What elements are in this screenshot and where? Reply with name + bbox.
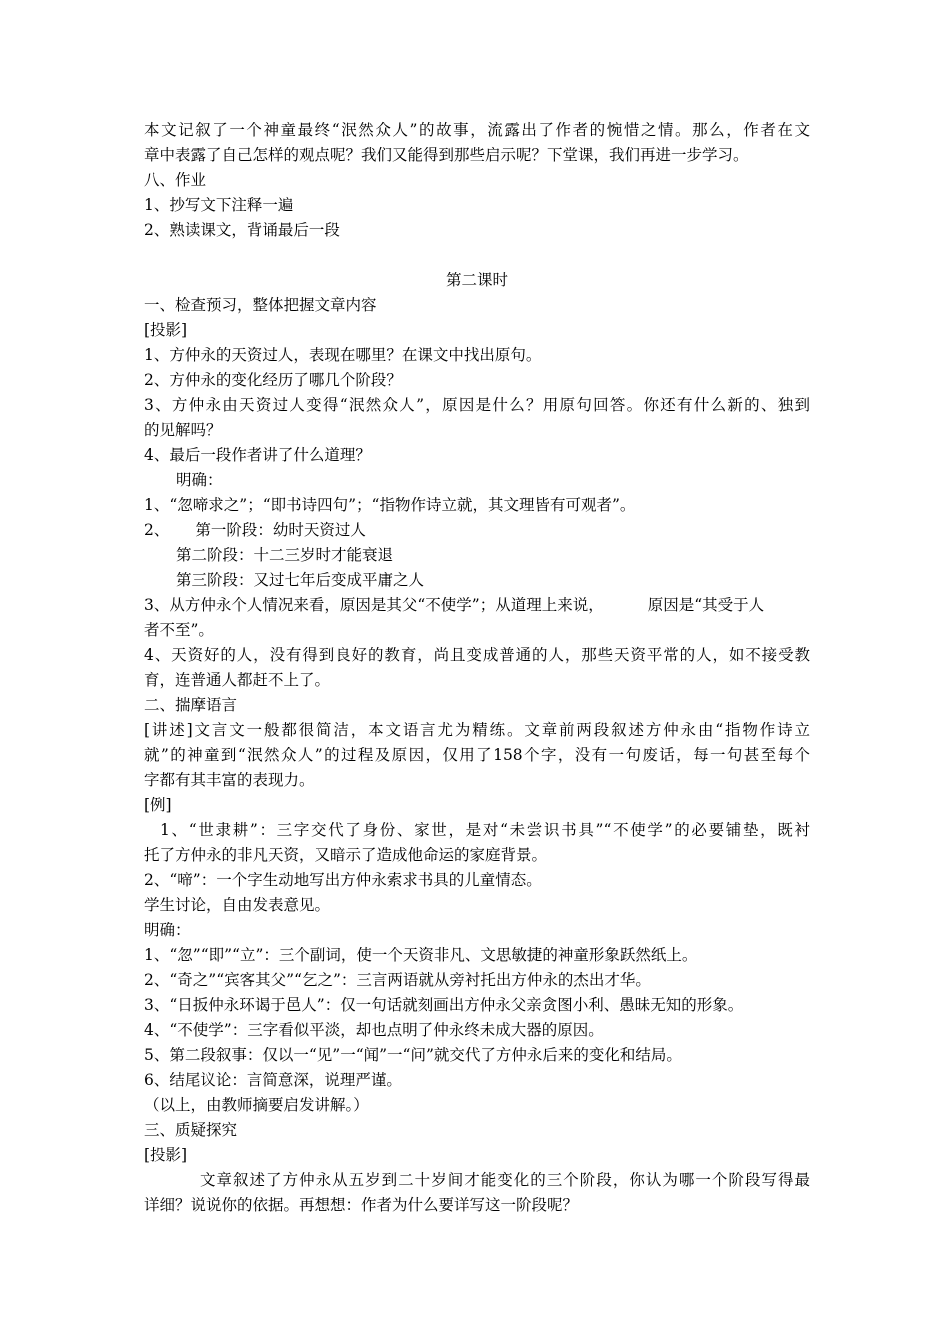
section2-clarify-2: 2、“奇之”“宾客其父”“乞之”：三言两语就从旁衬托出方仲永的杰出才华。 (144, 971, 651, 989)
answer-3-part-1: 3、从方仲永个人情况来看，原因是其父“不使学”；从道理上来说， (144, 596, 604, 614)
answer-2-stage-1-text: 第一阶段：幼时天资过人 (195, 521, 366, 539)
section3-projection-tag: [投影] (144, 1146, 188, 1164)
homework-item-2: 2、熟读课文，背诵最后一段 (144, 221, 340, 239)
section2-lecture-line-3: 字都有其丰富的表现力。 (144, 771, 315, 789)
section2-example-1-line-1: 1、“世隶耕”：三字交代了身份、家世，是对“未尝识书具”“不使学”的必要铺垫，既衬 (160, 821, 810, 839)
section2-lecture-line-2: 就”的神童到“泯然众人”的过程及原因，仅用了158个字，没有一句废话，每一句甚至每个 (144, 746, 810, 764)
section2-example-1-line-2: 托了方仲永的非凡天资，又暗示了造成他命运的家庭背景。 (144, 846, 548, 864)
section1-answer-4-line-2: 育，连普通人都赶不上了。 (144, 671, 331, 689)
section1-question-3-line-1: 3、方仲永由天资过人变得“泯然众人”，原因是什么？用原句回答。你还有什么新的、独到 (144, 396, 810, 414)
section1-question-1: 1、方仲永的天资过人，表现在哪里？在课文中找出原句。 (144, 346, 542, 364)
section1-heading: 一、检查预习，整体把握文章内容 (144, 296, 377, 314)
document-page (144, 118, 810, 1218)
homework-heading: 八、作业 (144, 171, 207, 189)
section2-clarify-label: 明确： (144, 921, 191, 939)
section2-lecture-line-1: [讲述]文言文一般都很简洁，本文语言尤为精练。文章前两段叙述方仲永由“指物作诗立 (144, 721, 810, 739)
section3-heading: 三、质疑探究 (144, 1121, 238, 1139)
section1-answer-3-line-2: 者不至”。 (144, 621, 214, 639)
section1-question-4: 4、最后一段作者讲了什么道理？ (144, 446, 371, 464)
section2-clarify-3: 3、“日扳仲永环谒于邑人”：仅一句话就刻画出方仲永父亲贪图小利、愚昧无知的形象。 (144, 996, 744, 1014)
answer-3-part-2: 原因是“其受于人 (647, 596, 765, 614)
section2-note: （以上，由教师摘要启发讲解。） (144, 1096, 369, 1114)
section2-clarify-5: 5、第二段叙事：仅以一“见”一“闻”一“问”就交代了方仲永后来的变化和结局。 (144, 1046, 682, 1064)
section1-answer-2-stage-2: 第二阶段：十二三岁时才能衰退 (176, 546, 394, 564)
section3-prompt-line-1: 文章叙述了方仲永从五岁到二十岁间才能变化的三个阶段，你认为哪一个阶段写得最 (200, 1171, 810, 1189)
section1-question-2: 2、方仲永的变化经历了哪几个阶段？ (144, 371, 402, 389)
section2-clarify-4: 4、“不使学”：三字看似平淡，却也点明了仲永终未成大器的原因。 (144, 1021, 604, 1039)
section1-answer-3-line-1 (144, 593, 810, 618)
section2-example-2: 2、“啼”：一个字生动地写出方仲永索求书具的儿童情态。 (144, 871, 542, 889)
section1-answer-2-stage-3: 第三阶段：又过七年后变成平庸之人 (176, 571, 425, 589)
intro-line-2: 章中表露了自己怎样的观点呢？我们又能得到那些启示呢？下堂课，我们再进一步学习。 (144, 146, 749, 164)
homework-item-1: 1、抄写文下注释一遍 (144, 196, 294, 214)
section1-answer-4-line-1: 4、天资好的人，没有得到良好的教育，尚且变成普通的人，那些天资平常的人，如不接受教 (144, 646, 810, 664)
section2-clarify-6: 6、结尾议论：言简意深，说理严谨。 (144, 1071, 402, 1089)
section2-discuss: 学生讨论，自由发表意见。 (144, 896, 331, 914)
section2-clarify-1: 1、“忽”“即”“立”：三个副词，使一个天资非凡、文思敏捷的神童形象跃然纸上。 (144, 946, 698, 964)
section1-question-3-line-2: 的见解吗？ (144, 421, 222, 439)
section1-projection-tag: [投影] (144, 321, 188, 339)
section2-heading: 二、揣摩语言 (144, 696, 238, 714)
section1-answer-1: 1、“忽啼求之”；“即书诗四句”；“指物作诗立就，其文理皆有可观者”。 (144, 496, 636, 514)
section1-answer-2-stage-1 (144, 518, 810, 543)
intro-line-1: 本文记叙了一个神童最终“泯然众人”的故事，流露出了作者的惋惜之情。那么，作者在文 (144, 121, 810, 139)
section1-clarify-label: 明确： (176, 471, 223, 489)
section3-prompt-line-2: 详细？说说你的依据。再想想：作者为什么要详写这一阶段呢？ (144, 1196, 579, 1214)
lesson-title: 第二课时 (445, 271, 508, 289)
section2-example-tag: [例] (144, 796, 172, 814)
blank-line (144, 243, 810, 268)
answer-2-prefix: 2、 (144, 521, 170, 539)
